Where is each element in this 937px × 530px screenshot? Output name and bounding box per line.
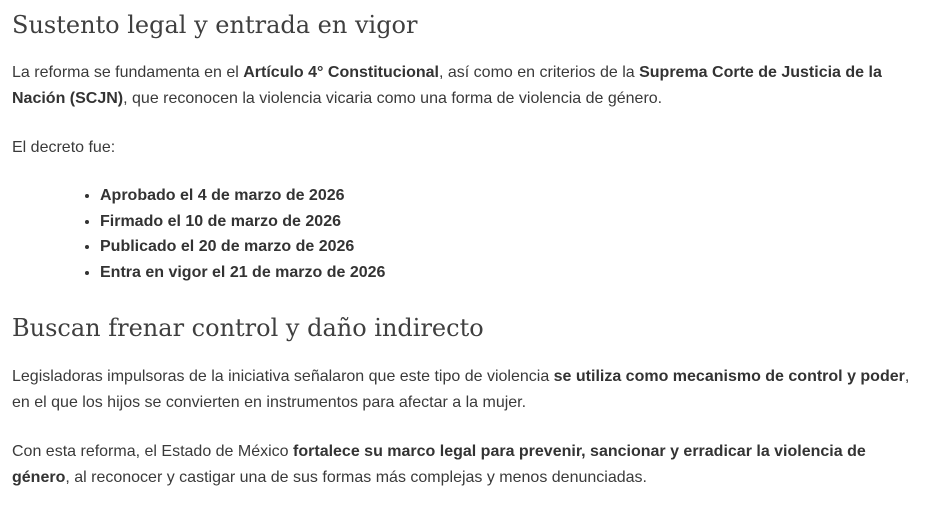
text-fragment: Con esta reforma, el Estado de México bbox=[12, 443, 294, 460]
text-fragment: , así como en criterios de la bbox=[439, 64, 640, 81]
text-fragment: Legisladoras impulsoras de la iniciativa señalaron que este tipo de violencia bbox=[12, 368, 554, 385]
bold-fragment-article-4: Artículo 4° Constitucional bbox=[243, 64, 439, 81]
text-fragment: , en el que los hijos se convierten en instrumentos para afectar a la mujer. bbox=[12, 368, 910, 411]
text-fragment: , al reconocer y castigar una de sus formas más complejas y menos denunciadas. bbox=[65, 469, 647, 486]
list-item-signed: • Firmado el 10 de marzo de 2026 bbox=[100, 209, 925, 235]
section-heading-control: Buscan frenar control y daño indirecto bbox=[12, 314, 484, 342]
control-paragraph bbox=[12, 364, 925, 416]
section-heading-legal-basis: Sustento legal y entrada en vigor bbox=[12, 11, 418, 39]
reform-paragraph bbox=[12, 439, 925, 491]
text-fragment: , que reconocen la violencia vicaria como una forma de violencia de género. bbox=[123, 90, 663, 107]
text-fragment: La reforma se fundamenta en el bbox=[12, 64, 244, 81]
bold-fragment-scjn: Suprema Corte de Justicia de la Nación (SCJN) bbox=[12, 64, 882, 107]
list-item-published: • Publicado el 20 de marzo de 2026 bbox=[100, 234, 925, 260]
bold-fragment-legal-framework: fortalece su marco legal para prevenir, sancionar y erradicar la violencia de género bbox=[12, 443, 866, 486]
decree-dates-list bbox=[12, 183, 925, 285]
list-item-in-force: • Entra en vigor el 21 de marzo de 2026 bbox=[100, 260, 925, 286]
bold-fragment-control: se utiliza como mecanismo de control y poder bbox=[553, 368, 905, 385]
decree-intro-paragraph: El decreto fue: bbox=[12, 139, 116, 156]
legal-basis-paragraph bbox=[12, 60, 925, 112]
list-item-approved: • Aprobado el 4 de marzo de 2026 bbox=[100, 183, 925, 209]
